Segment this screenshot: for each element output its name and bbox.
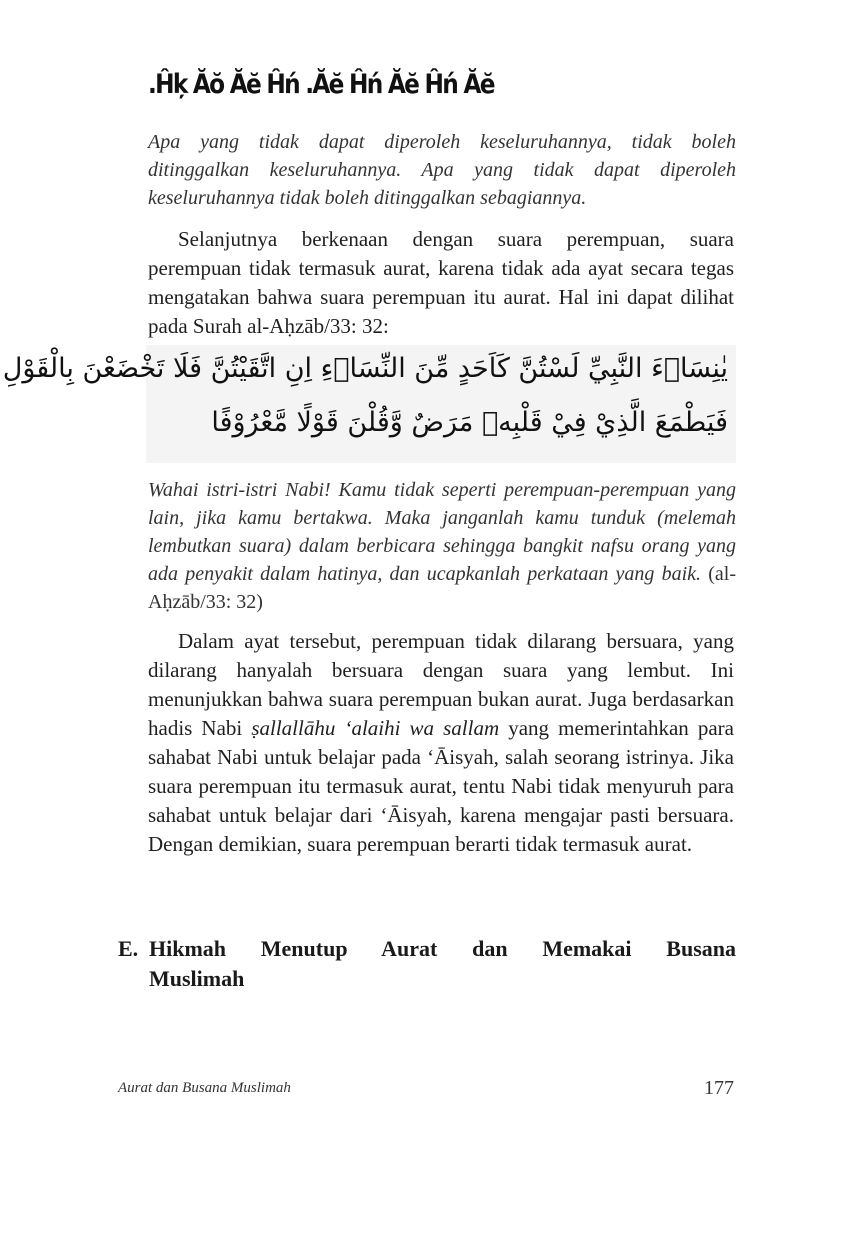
honorific-phrase: ṣallallāhu ‘alaihi wa sallam [251,716,500,740]
paragraph-explanation-part1: Dalam ayat tersebut, perempuan tidak dilarang bersuara, yang dilarang hanyalah bersuara dengan suara yang lembut. Ini menunjukkan bahwa suara perempuan bukan aurat. Juga berdasarkan hadis Nabi [148,629,734,740]
section-title-line-2: Muslimah [149,966,245,991]
paragraph-explanation [148,627,734,859]
paragraph-explanation-part2: yang memerintahkan para sahabat Nabi untuk belajar pada ‘Āisyah, salah seorang istrinya. Jika suara perempuan itu termasuk aurat, tentu Nabi tidak menyuruh para sahabat untuk belajar dari ‘Āisyah, karena mengajar pasti bersuara. Dengan demikian, suara perempuan berarti tidak termasuk aurat. [148,716,734,856]
verse-translation-text: Wahai istri-istri Nabi! Kamu tidak seperti perempuan-perempuan yang lain, jika kamu bertakwa. Maka janganlah kamu tunduk (melemah lembutkan suara) dalam berbicara sehingga bangkit nafsu orang yang ada penyakit dalam hatinya, dan ucapkanlah perkataan yang baik. [148,479,736,585]
section-letter: E. [118,936,139,961]
section-title-line-1: Hikmah Menutup Aurat dan Memakai Busana [149,936,736,961]
verse-reference: (al-Aḥzāb/33: 32) [148,563,736,613]
page-number: 177 [704,1077,734,1099]
section-heading [118,934,736,994]
garbled-header-text: .Ĥķ Ăŏ Ăĕ Ĥń .Ăĕ Ĥń Ăĕ Ĥń Ăĕ [148,69,494,100]
arabic-verse-line-1: يٰنِسَاۤءَ النَّبِيِّ لَسْتُنَّ كَاَحَدٍ مِّنَ النِّسَاۤءِ اِنِ اتَّقَيْتُنَّ فَلَا تَخْضَعْنَ بِالْقَوْلِ [2,353,728,384]
verse-translation [148,476,736,616]
paragraph-intro: Selanjutnya berkenaan dengan suara perempuan, suara perempuan tidak termasuk aurat, karena tidak ada ayat secara tegas mengatakan bahwa suara perempuan itu aurat. Hal ini dapat dilihat pada Surah al-Aḥzāb/33: 32: [148,227,734,338]
arabic-verse-block [2,345,736,463]
running-footer-title: Aurat dan Busana Muslimah [118,1080,291,1096]
arabic-verse-line-2: فَيَطْمَعَ الَّذِيْ فِيْ قَلْبِهٖ مَرَضٌ وَّقُلْنَ قَوْلًا مَّعْرُوْفًا [211,407,728,438]
translation-quote: Apa yang tidak dapat diperoleh keseluruhannya, tidak boleh ditinggalkan keseluruhannya. Apa yang tidak dapat diperoleh keseluruhannya tidak boleh ditinggalkan sebagiannya. [148,131,736,209]
section-title [149,934,736,994]
